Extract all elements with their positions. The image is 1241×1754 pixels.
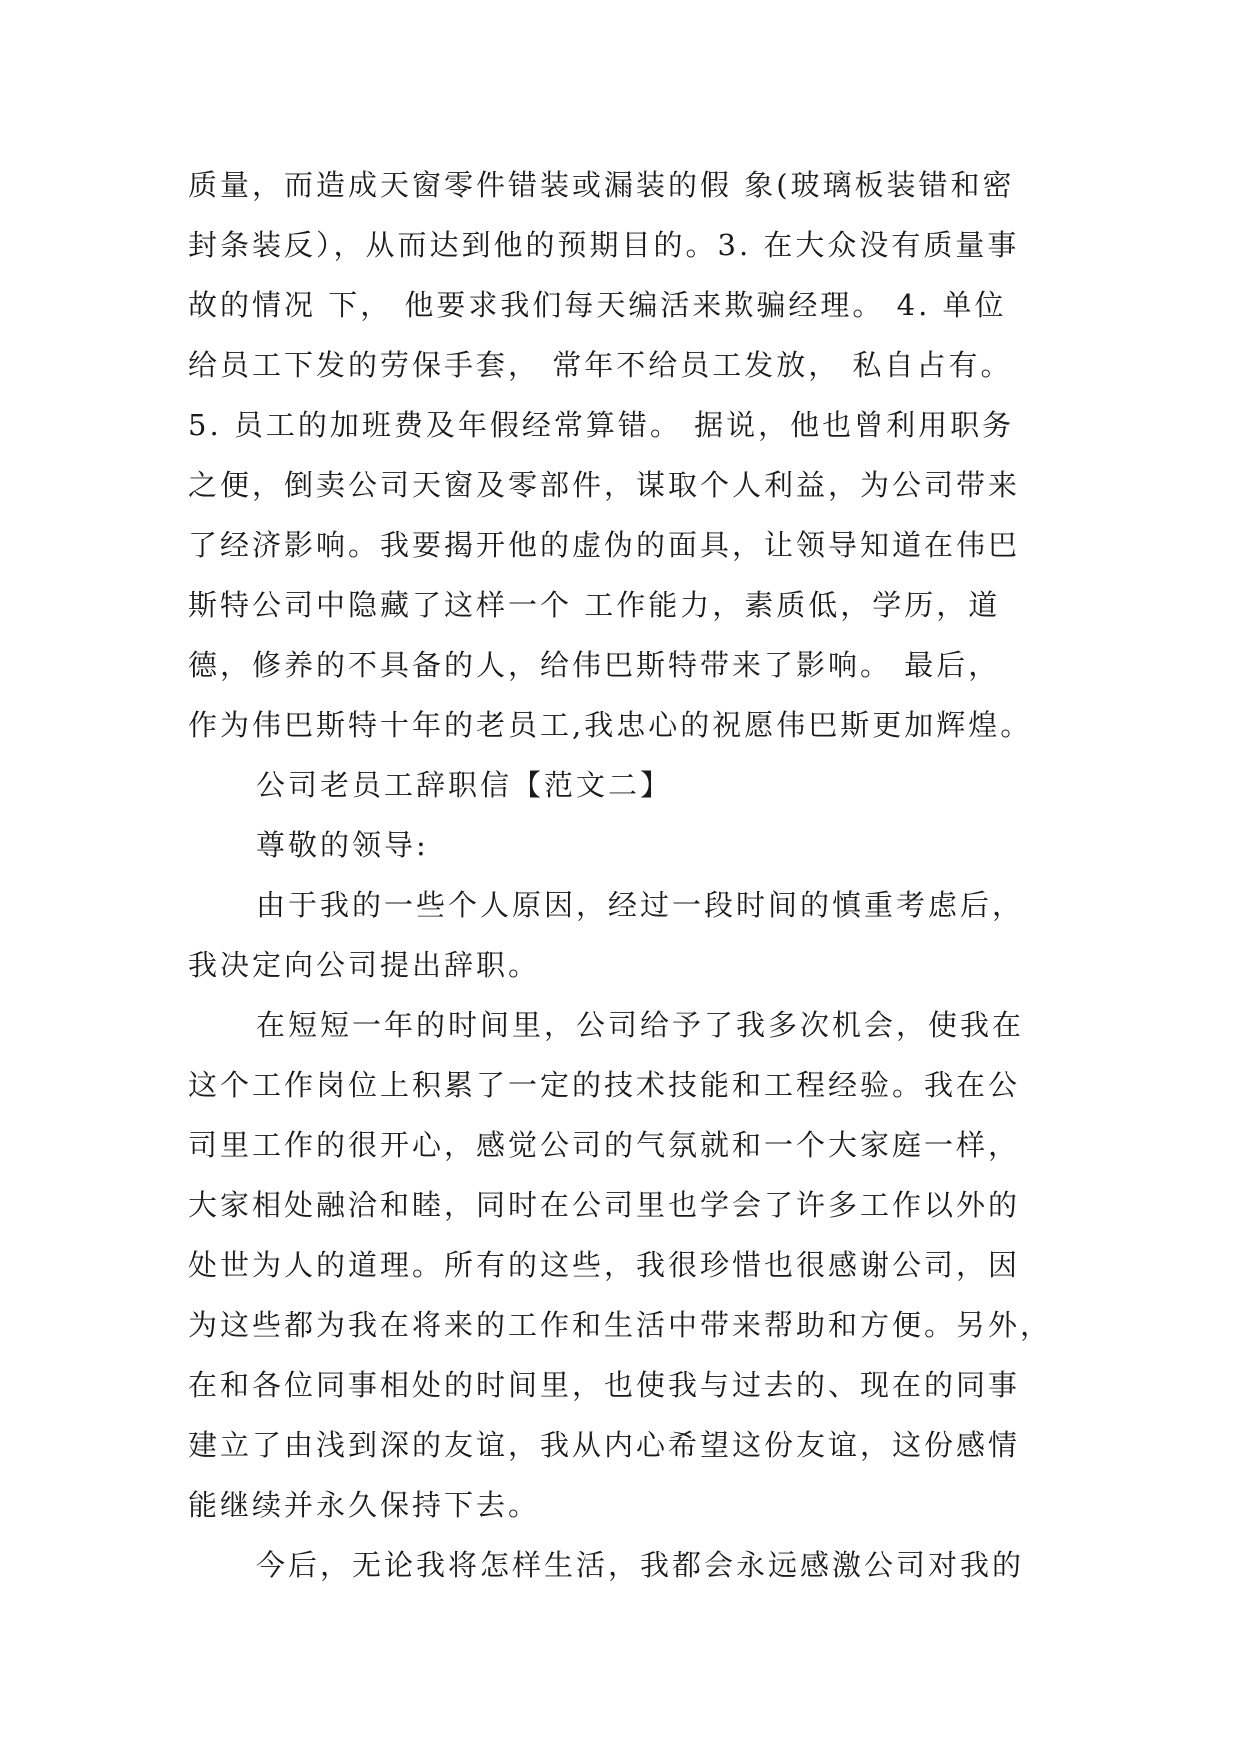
- salutation: 尊敬的领导:: [256, 828, 429, 862]
- text-line: 建立了由浅到深的友谊，我从内心希望这份友谊，这份感情: [188, 1428, 1021, 1462]
- text-line: 我决定向公司提出辞职。: [188, 948, 541, 982]
- text-line: 作为伟巴斯特十年的老员工,我忠心的祝愿伟巴斯更加辉煌。: [188, 708, 1033, 742]
- section-heading: 公司老员工辞职信【范文二】: [256, 768, 673, 802]
- text-line: 之便，倒卖公司天窗及零部件，谋取个人利益，为公司带来: [188, 468, 1021, 502]
- text-line: 了经济影响。我要揭开他的虚伪的面具，让领导知道在伟巴: [188, 528, 1021, 562]
- text-line: 5. 员工的加班费及年假经常算错。 据说，他也曾利用职务: [188, 408, 1015, 442]
- text-line: 今后，无论我将怎样生活，我都会永远感激公司对我的: [256, 1548, 1025, 1582]
- text-line: 在短短一年的时间里，公司给予了我多次机会，使我在: [256, 1008, 1025, 1042]
- text-line: 这个工作岗位上积累了一定的技术技能和工程经验。我在公: [188, 1068, 1021, 1102]
- text-line: 大家相处融洽和睦，同时在公司里也学会了许多工作以外的: [188, 1188, 1021, 1222]
- text-line: 质量，而造成天窗零件错装或漏装的假 象(玻璃板装错和密: [188, 168, 1015, 202]
- text-line: 能继续并永久保持下去。: [188, 1488, 541, 1522]
- text-line: 司里工作的很开心，感觉公司的气氛就和一个大家庭一样，: [188, 1128, 1021, 1162]
- text-line: 故的情况 下， 他要求我们每天编活来欺骗经理。 4. 单位: [188, 288, 1007, 322]
- text-line: 斯特公司中隐藏了这样一个 工作能力，素质低，学历，道: [188, 588, 1001, 622]
- text-line: 德，修养的不具备的人，给伟巴斯特带来了影响。 最后，: [188, 648, 1001, 682]
- text-line: 给员工下发的劳保手套， 常年不给员工发放， 私自占有。: [188, 348, 1013, 382]
- text-line: 封条装反），从而达到他的预期目的。3. 在大众没有质量事: [188, 228, 1020, 262]
- document-body: [188, 155, 1068, 1595]
- text-line: 为这些都为我在将来的工作和生活中带来帮助和方便。另外，: [188, 1308, 1053, 1342]
- text-line: 处世为人的道理。所有的这些，我很珍惜也很感谢公司，因: [188, 1248, 1021, 1282]
- text-line: 在和各位同事相处的时间里，也使我与过去的、现在的同事: [188, 1368, 1021, 1402]
- text-line: 由于我的一些个人原因，经过一段时间的慎重考虑后，: [256, 888, 1025, 922]
